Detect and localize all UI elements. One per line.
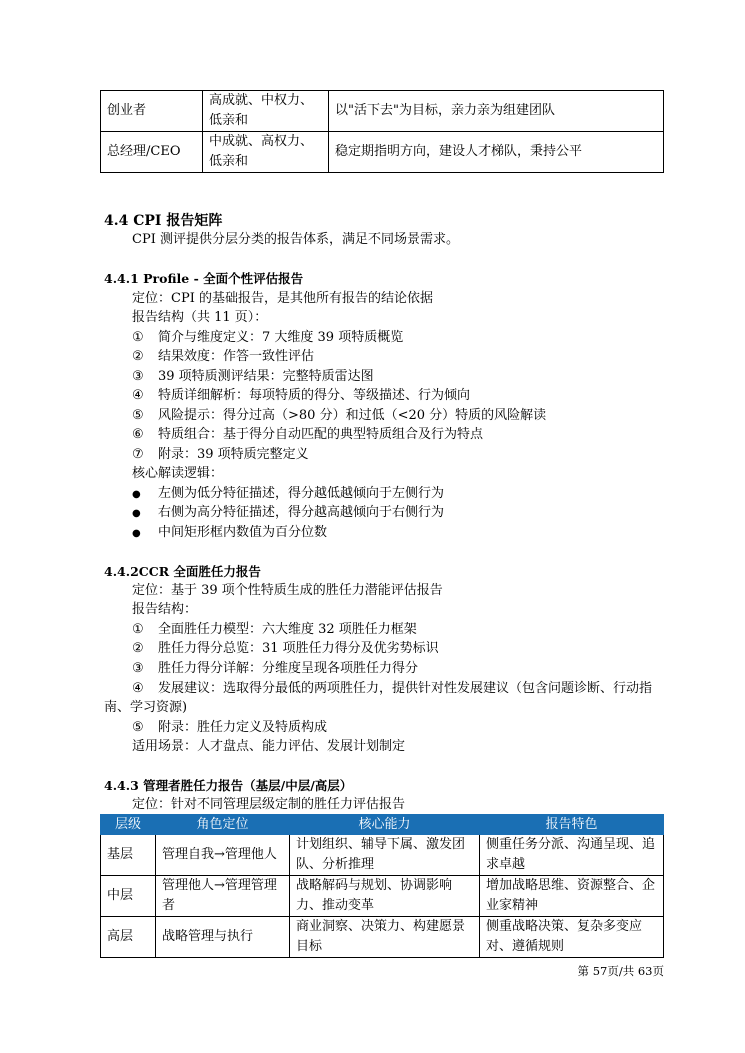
list-item bbox=[132, 425, 483, 444]
item-number: ① bbox=[132, 330, 144, 345]
desc-cell: 以"活下去"为目标，亲力亲为组建团队 bbox=[329, 91, 664, 132]
trait-table bbox=[100, 90, 664, 173]
logic-label: 核心解读逻辑： bbox=[132, 466, 224, 481]
list-item bbox=[132, 639, 439, 658]
traits-cell: 高成就、中权力、低亲和 bbox=[203, 91, 329, 132]
item-text: 发展建议：选取得分最低的两项胜任力，提供针对性发展建议（包含问题诊断、行动指 bbox=[158, 681, 653, 696]
feature-cell: 侧重任务分派、沟通呈现、追求卓越 bbox=[480, 835, 664, 876]
position-text: 定位：CPI 的基础报告，是其他所有报告的结论依据 bbox=[132, 291, 433, 306]
role-cell: 创业者 bbox=[101, 91, 203, 132]
subsection-heading: 4.4.1 Profile - 全面个性评估报告 bbox=[104, 271, 304, 286]
column-header: 核心能力 bbox=[290, 815, 480, 835]
role-cell: 总经理/CEO bbox=[101, 132, 203, 173]
item-text: 特质详细解析：每项特质的得分、等级描述、行为倾向 bbox=[158, 388, 471, 403]
feature-cell: 增加战略思维、资源整合、企业家精神 bbox=[480, 876, 664, 917]
scenario-text: 适用场景：人才盘点、能力评估、发展计划制定 bbox=[132, 739, 406, 754]
list-item bbox=[132, 445, 309, 464]
list-item bbox=[132, 679, 652, 698]
structure-label: 报告结构： bbox=[132, 602, 198, 617]
subsection-heading: 4.4.2CCR 全面胜任力报告 bbox=[104, 564, 261, 579]
manager-levels-table bbox=[100, 814, 664, 958]
column-header: 层级 bbox=[101, 815, 156, 835]
item-number: ④ bbox=[132, 681, 144, 696]
list-item bbox=[132, 347, 314, 366]
core-cell: 计划组织、辅导下属、激发团队、分析推理 bbox=[290, 835, 480, 876]
list-item bbox=[132, 406, 546, 425]
list-item-continuation: 南、学习资源) bbox=[104, 700, 188, 715]
item-number: ② bbox=[132, 349, 144, 364]
table-row bbox=[101, 835, 664, 876]
position-text: 定位：针对不同管理层级定制的胜任力评估报告 bbox=[132, 797, 406, 812]
section-heading: 4.4 CPI 报告矩阵 bbox=[104, 213, 223, 229]
item-text: 结果效度：作答一致性评估 bbox=[158, 349, 315, 364]
list-item bbox=[132, 367, 374, 386]
item-text: 特质组合：基于得分自动匹配的典型特质组合及行为特点 bbox=[158, 427, 484, 442]
bullet-text: 右侧为高分特征描述，得分越高越倾向于右侧行为 bbox=[158, 505, 445, 520]
list-item bbox=[132, 386, 470, 405]
table-row bbox=[101, 917, 664, 958]
column-header: 角色定位 bbox=[156, 815, 290, 835]
level-cell: 高层 bbox=[101, 917, 156, 958]
list-item bbox=[132, 718, 327, 737]
table-row bbox=[101, 91, 664, 132]
bullet-icon: ● bbox=[132, 528, 141, 539]
desc-cell: 稳定期指明方向，建设人才梯队，秉持公平 bbox=[329, 132, 664, 173]
level-cell: 基层 bbox=[101, 835, 156, 876]
role-cell: 战略管理与执行 bbox=[156, 917, 290, 958]
bullet-item bbox=[132, 503, 444, 523]
item-text: 风险提示：得分过高（>80 分）和过低（<20 分）特质的风险解读 bbox=[158, 408, 547, 423]
item-text: 胜任力得分总览：31 项胜任力得分及优劣势标识 bbox=[158, 641, 439, 656]
item-text: 全面胜任力模型：六大维度 32 项胜任力框架 bbox=[158, 622, 417, 637]
table-row bbox=[101, 132, 664, 173]
bullet-item bbox=[132, 523, 327, 543]
subsection-heading: 4.4.3 管理者胜任力报告（基层/中层/高层） bbox=[104, 778, 353, 793]
role-cell: 管理他人→管理管理者 bbox=[156, 876, 290, 917]
list-item bbox=[132, 328, 403, 347]
item-number: ⑦ bbox=[132, 447, 144, 462]
bullet-icon: ● bbox=[132, 508, 141, 519]
item-number: ④ bbox=[132, 388, 144, 403]
item-number: ⑤ bbox=[132, 408, 144, 423]
list-item bbox=[132, 659, 418, 678]
item-number: ② bbox=[132, 641, 144, 656]
bullet-icon: ● bbox=[132, 489, 141, 500]
item-number: ⑥ bbox=[132, 427, 144, 442]
position-text: 定位：基于 39 项个性特质生成的胜任力潜能评估报告 bbox=[132, 583, 443, 598]
level-cell: 中层 bbox=[101, 876, 156, 917]
bullet-text: 中间矩形框内数值为百分位数 bbox=[158, 525, 328, 540]
item-text: 简介与维度定义：7 大维度 39 项特质概览 bbox=[158, 330, 404, 345]
item-number: ⑤ bbox=[132, 720, 144, 735]
section-intro: CPI 测评提供分层分类的报告体系，满足不同场景需求。 bbox=[132, 232, 459, 247]
role-cell: 管理自我→管理他人 bbox=[156, 835, 290, 876]
core-cell: 商业洞察、决策力、构建愿景目标 bbox=[290, 917, 480, 958]
core-cell: 战略解码与规划、协调影响力、推动变革 bbox=[290, 876, 480, 917]
table-header-row bbox=[101, 815, 664, 835]
item-text: 附录：胜任力定义及特质构成 bbox=[158, 720, 328, 735]
item-text: 胜任力得分详解：分维度呈现各项胜任力得分 bbox=[158, 661, 419, 676]
traits-cell: 中成就、高权力、低亲和 bbox=[203, 132, 329, 173]
item-number: ① bbox=[132, 622, 144, 637]
column-header: 报告特色 bbox=[480, 815, 664, 835]
page-footer: 第 57页/共 63页 bbox=[577, 964, 664, 978]
item-number: ③ bbox=[132, 661, 144, 676]
item-text: 附录：39 项特质完整定义 bbox=[158, 447, 309, 462]
bullet-text: 左侧为低分特征描述，得分越低越倾向于左侧行为 bbox=[158, 486, 445, 501]
item-number: ③ bbox=[132, 369, 144, 384]
list-item bbox=[132, 620, 417, 639]
bullet-item bbox=[132, 484, 444, 504]
item-text: 39 项特质测评结果：完整特质雷达图 bbox=[158, 369, 374, 384]
structure-label: 报告结构（共 11 页）： bbox=[132, 310, 268, 325]
feature-cell: 侧重战略决策、复杂多变应对、遵循规则 bbox=[480, 917, 664, 958]
table-row bbox=[101, 876, 664, 917]
